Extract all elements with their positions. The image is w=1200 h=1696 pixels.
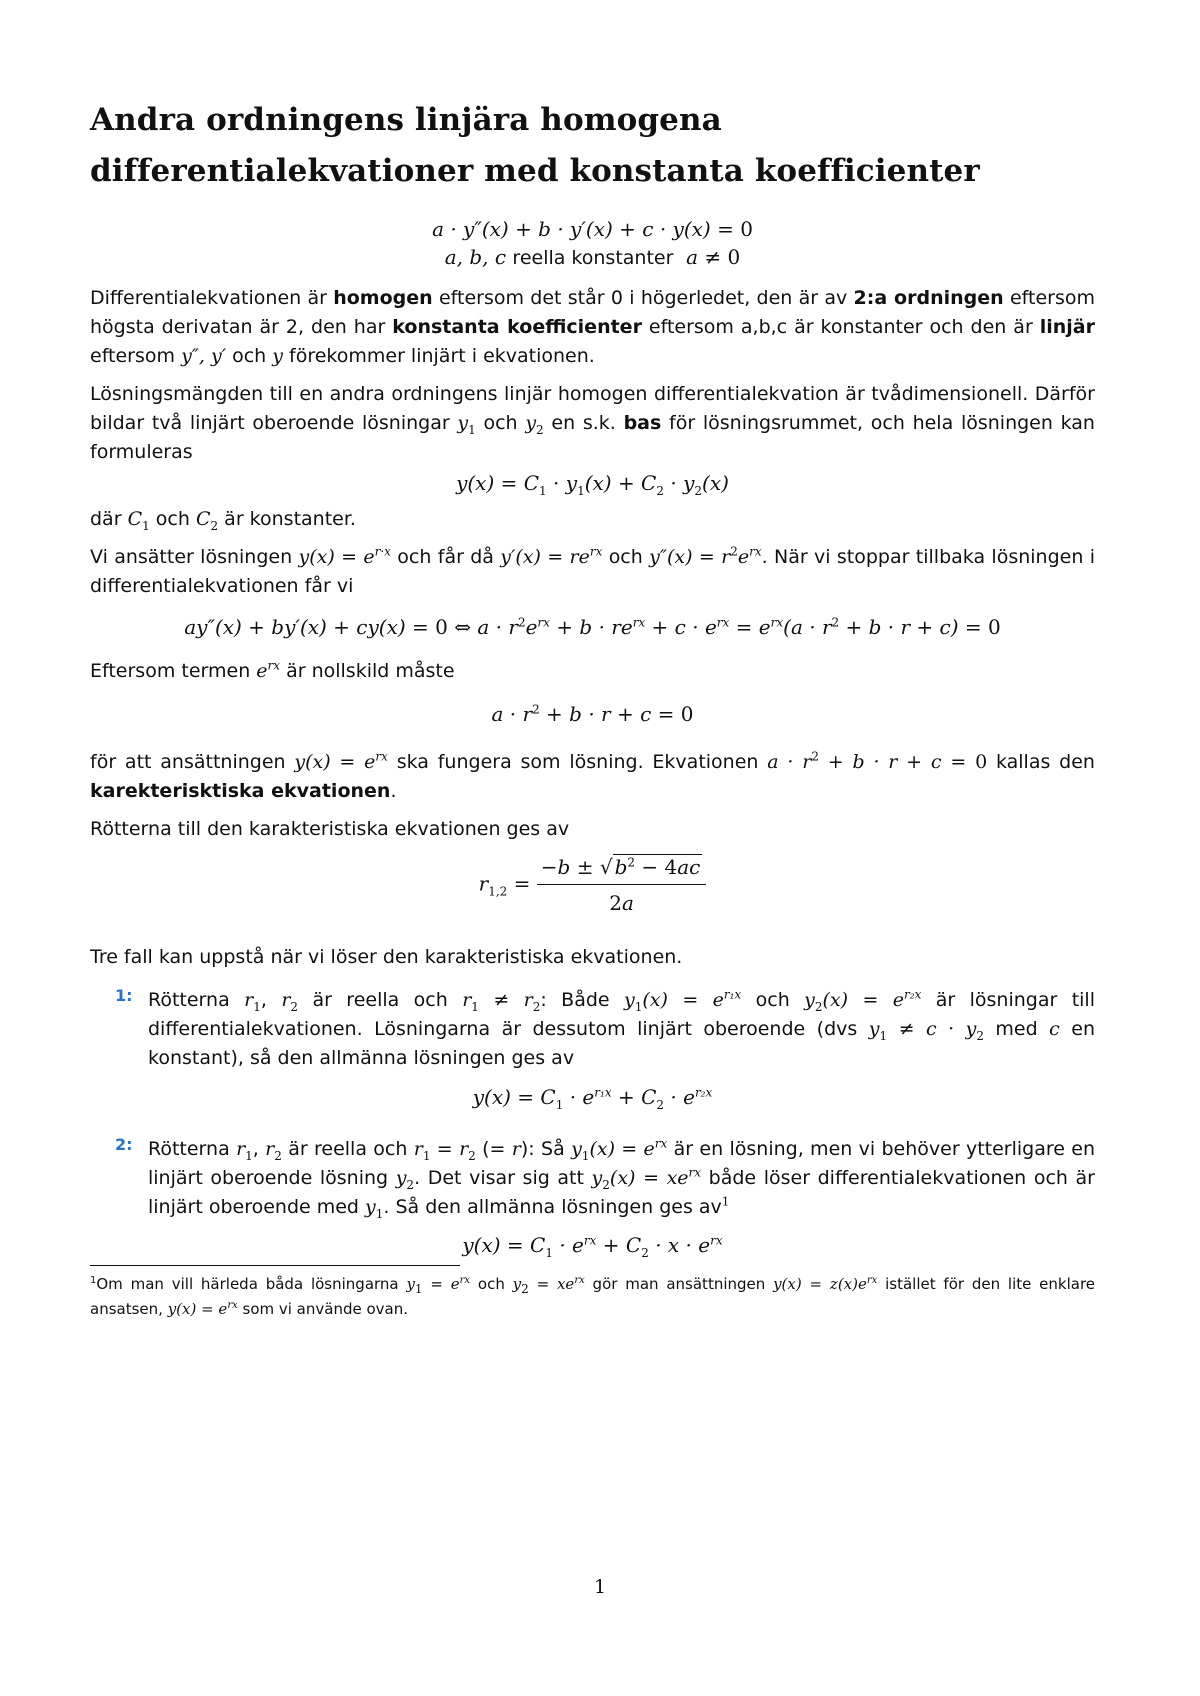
- text: är reella och: [281, 1138, 414, 1160]
- text: .: [390, 780, 397, 802]
- text: är reella och: [298, 989, 463, 1011]
- page-title: Andra ordningens linjära homogena differentialekvationer med konstanta koefficienter: [90, 102, 980, 189]
- quadratic-formula: $r_{1,2}$ = $\frac{-b \pm √ b^2 - 4ac}{2a}$: [90, 853, 1095, 917]
- text: med: [983, 1018, 1050, 1040]
- text: Vi ansätter lösningen: [90, 546, 299, 568]
- text: Differentialekvationen är: [90, 287, 334, 309]
- footnote: $^1$Om man vill härleda båda lösningarna $y_1 = e^{rx}$ och $y_2 = xe^{rx}$ gör man ansättningen $y(x) = z(x)e^{rx}$ istället för den lite enklare ansatsen, $y(x) = e^{rx}$ som vi använde ovan.: [90, 1275, 1096, 1318]
- text: gör man ansättningen: [584, 1275, 774, 1293]
- text: Om man vill härleda båda lösningarna: [96, 1275, 407, 1293]
- paragraph-roots: [90, 815, 1095, 844]
- paragraph-three-cases: [90, 943, 1095, 972]
- text: eftersom a,b,c är konstanter och den är: [641, 316, 1040, 338]
- paragraph-characteristic: för att ansättningen $y(x) = e^{rx}$ ska fungera som lösning. Ekvationen $a \cdot r^2 + b \cdot r + c = 0$ kallas den karekterisktiska ekvationen.: [90, 749, 1095, 802]
- text: för lösningsrummet, och hela lösningen kan formuleras: [90, 412, 1095, 463]
- text: och: [226, 345, 273, 367]
- case-1: [90, 986, 1095, 1073]
- case-label: 2:: [115, 1135, 133, 1154]
- text: förekommer linjärt i ekvationen.: [282, 345, 595, 367]
- footnote-ref: 1: [721, 1194, 730, 1209]
- condition-text: reella konstanter: [512, 247, 674, 269]
- text: . Det visar sig att: [414, 1167, 592, 1189]
- text: och: [602, 546, 650, 568]
- text: eftersom: [90, 345, 182, 367]
- text: Rötterna: [148, 1138, 237, 1160]
- case-2-solution: $y(x) = C_1 \cdot e^{rx} + C_2 \cdot x \cdot e^{rx}$: [462, 1233, 723, 1260]
- footnote-mark: 1: [90, 1275, 97, 1286]
- general-solution-equation: $y(x) = C_1 \cdot y_1(x) + C_2 \cdot y_2(x)$: [456, 471, 729, 498]
- text: en s.k.: [543, 412, 624, 434]
- paragraph-constants: där $C_1$ och $C_2$ är konstanter.: [90, 508, 356, 533]
- footnote-divider: [90, 1265, 460, 1266]
- text: . När vi stoppar tillbaka lösningen i differentialekvationen får vi: [90, 546, 1096, 597]
- text: eftersom högsta derivatan är 2, den har: [90, 287, 1095, 338]
- case-2-text: Rötterna $r_1$, $r_2$ är reella och $r_1 = r_2$ (= r): Så $y_1(x) = e^{rx}$ är en lösning, men vi behöver ytterligare en linjärt oberoende lösning $y_2$. Det visar sig att $y_2(x) = xe^{rx}$ både löser differentialekvationen och är linjärt oberoende med $y_1$. Så den allmänna lösningen ges $av^1$: [148, 1136, 1096, 1221]
- text: en konstant), så den allmänna lösningen ges av: [148, 1018, 1096, 1069]
- paragraph-basis: Lösningsmängden till en andra ordningens linjär homogen differentialekvation är tvådimensionell. Därför bildar två linjärt oberoende lösningar $y_1$ och $y_2$ en s.k. bas för lösningsrummet, och hela lösningen kan formuleras: [90, 383, 1095, 463]
- text: och: [741, 989, 805, 1011]
- case-1-text: Rötterna $r_1$, $r_2$ är reella och $r_1 \ne r_2$: Både $y_1(x) = e^{r_1x}$ och $y_2(x) = e^{r_2x}$ är lösningar till differentialekvationen. Lösningarna är dessutom linjärt oberoende (dvs $y_1 \ne c \cdot y_2$ med c en konstant), så den allmänna lösningen ges av: [148, 987, 1096, 1069]
- text: . Så den allmänna lösningen ges av: [383, 1196, 722, 1218]
- text: Rötterna till den karakteristiska ekvationen ges av: [90, 818, 570, 840]
- text: för att ansättningen: [90, 751, 295, 773]
- text: eftersom det står 0 i högerledet, den är av: [432, 287, 854, 309]
- text: där: [90, 508, 128, 530]
- text: kallas den: [987, 751, 1095, 773]
- term-ordning: 2:a ordningen: [853, 287, 1004, 309]
- main-equation: a · y″(x) + b · y′(x) + c · y(x) = 0: [432, 217, 753, 241]
- text: Rötterna: [148, 989, 245, 1011]
- text: är nollskild måste: [280, 660, 455, 682]
- term-konstanta: konstanta koefficienter: [392, 316, 642, 338]
- text: ska fungera som lösning. Ekvationen: [387, 751, 768, 773]
- paragraph-nonzero: Eftersom termen $e^{rx}$ är nollskild måste: [90, 658, 455, 682]
- text: och: [475, 412, 526, 434]
- characteristic-equation: $a \cdot r^2 + b \cdot r + c = 0$: [491, 702, 694, 726]
- text: Lösningsmängden till en andra ordningens linjär homogen differentialekvation är tvådimensionell. Därför bildar två linjärt oberoende lösningar: [90, 383, 1095, 434]
- constants-condition: a, b, c reella konstanter a ≠ 0: [444, 245, 741, 269]
- text: istället för den lite enklare ansatsen,: [90, 1275, 1096, 1318]
- document-page: [90, 95, 1095, 1322]
- text: är en lösning, men vi behöver ytterligare en linjärt oberoende lösning: [148, 1138, 1096, 1189]
- text: som vi använde ovan.: [237, 1300, 409, 1318]
- text: : Så: [528, 1138, 572, 1160]
- text: : Både: [540, 989, 625, 1011]
- text: och får då: [390, 546, 501, 568]
- text: Tre fall kan uppstå när vi löser den karakteristiska ekvationen.: [90, 946, 683, 968]
- text: Eftersom termen: [90, 660, 257, 682]
- case-1-solution: $y(x) = C_1 \cdot e^{r_1x} + C_2 \cdot e^{r_2x}$: [472, 1085, 713, 1112]
- text: och: [149, 508, 196, 530]
- case-label: 1:: [115, 986, 133, 1005]
- text: både löser differentialekvationen och är linjärt oberoende med: [148, 1167, 1095, 1218]
- text: är lösningar till differentialekvationen. Lösningarna är dessutom linjärt oberoende (dvs: [148, 989, 1095, 1040]
- term-homogen: homogen: [333, 287, 433, 309]
- paragraph-ansatz: Vi ansätter lösningen $y(x) = e^{r\cdot x}$ och får då $y'(x) = re^{rx}$ och $y''(x) = r^2e^{rx}$. När vi stoppar tillbaka lösningen i differentialekvationen får vi: [90, 544, 1096, 597]
- page-number: 1: [593, 1576, 607, 1598]
- term-bas: bas: [623, 412, 662, 434]
- case-2: [90, 1135, 1095, 1222]
- paragraph-definition: Differentialekvationen är homogen eftersom det står 0 i högerledet, den är av 2:a ordningen eftersom högsta derivatan är 2, den har konstanta koefficienter eftersom a,b,c är konstanter och den är linjär eftersom y″, y′ och y förekommer linjärt i ekvationen.: [90, 287, 1095, 367]
- substitution-equation: ay″(x) + by′(x) + cy(x) = 0 ⇔ $a \cdot r^2e^{rx} + b \cdot re^{rx} + c \cdot e^{rx} = e^{rx}(a \cdot r^2 + b \cdot r + c) = 0$: [184, 615, 1001, 639]
- term-karakteristisk: karekterisktiska ekvationen: [90, 780, 391, 802]
- text: är konstanter.: [218, 508, 356, 530]
- term-linjar: linjär: [1039, 316, 1095, 338]
- text: och: [470, 1275, 513, 1293]
